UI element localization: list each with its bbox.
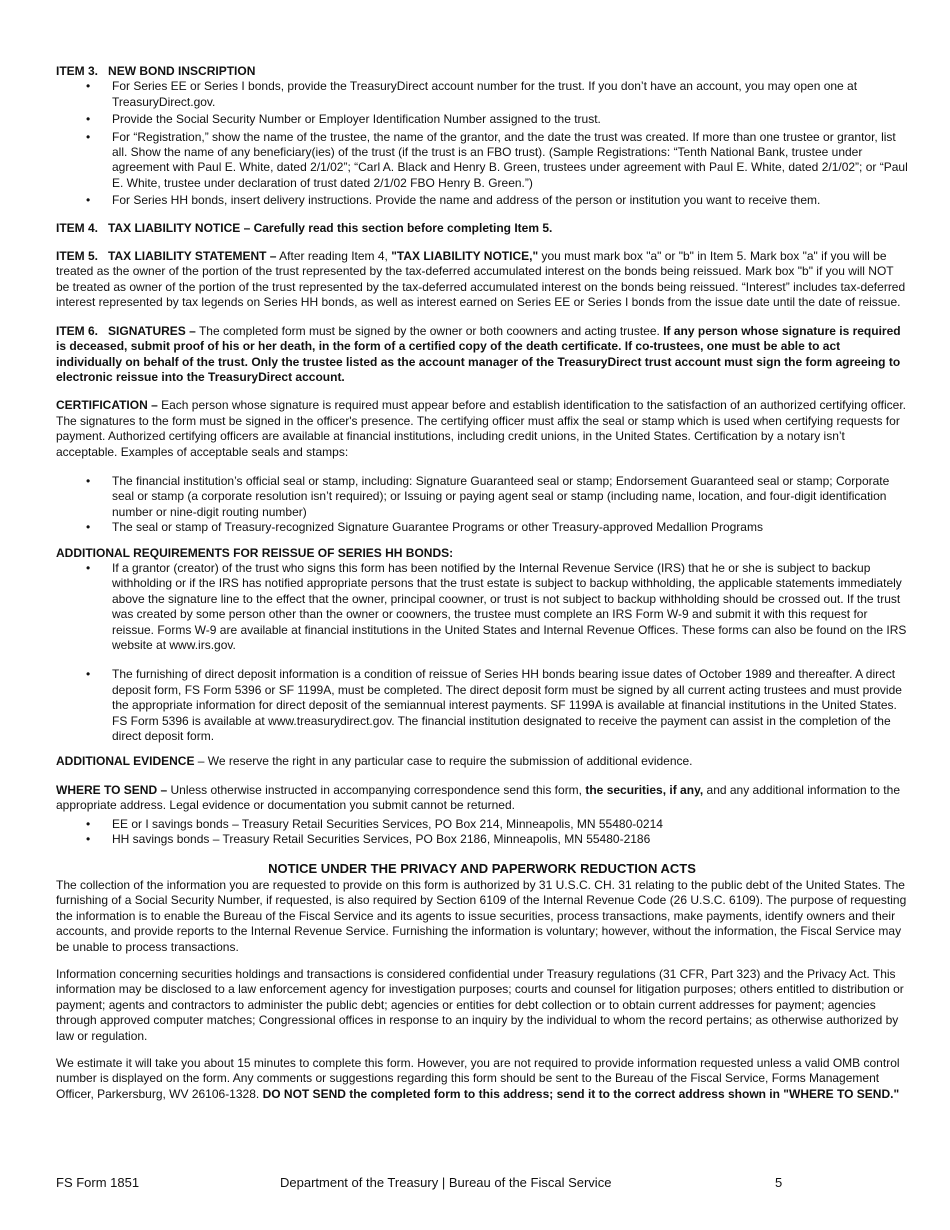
additional-hh-heading: ADDITIONAL REQUIREMENTS FOR REISSUE OF SERIES HH BONDS: xyxy=(56,545,454,560)
item5-title: TAX LIABILITY STATEMENT – xyxy=(108,249,277,264)
privacy-paragraph-2: Information concerning securities holdings and transactions is considered confidential under Treasury regulations (31 CFR, Part 323) and the Privacy Act. This information may be disclosed to a law enforcement agency for investigation purposes; courts and counsel for litigation purposes; others entitled to distribution or payment; agents and contractors to administer the public debt; agencies or entities for debt collection or to obtain current addresses for payment; agencies through approved computer matches; Congressional offices in response to an inquiry by the individual to whom the record pertains; as otherwise authorized by law or regulation. xyxy=(56,966,904,1043)
where-to-send-paragraph xyxy=(56,783,908,814)
list-item: • The seal or stamp of Treasury-recognized Signature Guarantee Programs or other Treasury-approved Medallion Programs xyxy=(56,520,908,535)
page-footer xyxy=(56,1175,908,1191)
item6-title: SIGNATURES – xyxy=(108,323,196,338)
item5-text-b: you must mark box "a" or "b" in Item 5. Mark box "a" if you will be treated as the owner of the portion of the trust represented by the tax-deferred accumulated interest on the bonds being reissued. Mark box "b" if you will NOT be treated as owner of the portion of the trust represented by the tax-deferred accumulated interest on the bonds being reissued. “Interest” includes tax-deferred interest represented by tax legends on Series HH bonds, as well as interest earned on Series EE or Series I bonds from the issue date until the date of reissue. xyxy=(56,249,906,310)
item6-label: ITEM 6. xyxy=(56,323,99,338)
footer-form-name: FS Form 1851 xyxy=(56,1175,140,1190)
certification-list xyxy=(56,474,908,536)
footer-page-number: 5 xyxy=(775,1175,783,1190)
additional-evidence-title: ADDITIONAL EVIDENCE xyxy=(56,754,195,769)
list-item: • The financial institution’s official seal or stamp, including: Signature Guaranteed seal or stamp; Endorsement Guaranteed seal or stamp; Corporate seal or stamp (a corporate resolution isn’t required); or Issuing or paying agent seal or stamp (including name, location, and four-digit identification number or nine-digit routing number) xyxy=(56,474,908,520)
item5-label: ITEM 5. xyxy=(56,249,99,264)
certification-paragraph xyxy=(56,398,908,460)
certification-title: CERTIFICATION – xyxy=(56,398,158,413)
list-item: • Provide the Social Security Number or Employer Identification Number assigned to the trust. xyxy=(56,112,908,127)
item6-paragraph xyxy=(56,324,908,386)
item4-heading xyxy=(56,221,908,236)
item6-text: The completed form must be signed by the owner or both coowners and acting trustee. xyxy=(195,323,664,338)
list-item: • For Series EE or Series I bonds, provide the TreasuryDirect account number for the trust. If you don’t have an account, you may open one at TreasuryDirect.gov. xyxy=(56,79,908,110)
list-item: • For “Registration,” show the name of the trustee, the name of the grantor, and the date the trust was created. If more than one trustee or grantor, list all. Show the name of any beneficiary(ies) of the trust (if the trust is an FBO trust). (Sample Registrations: “Tenth National Bank, trustee under agreement with Paul E. White, dated 2/1/02”; “Carl A. Black and Henry B. Green, trustees under agreement with Paul E. White, dated 2/1/02”; or “Paul E. White, trustee under declaration of trust dated 2/1/02 FBO Henry B. Green.”) xyxy=(56,130,908,192)
list-item: • If a grantor (creator) of the trust who signs this form has been notified by the Internal Revenue Service (IRS) that he or she is subject to backup withholding or if the IRS has notified appropriate persons that the trust estate is subject to backup withholding, the applicable statements immediately above the signature line to the effect that the owner, principal coowner, or trust is not subject to backup withholding should be crossed out. If the trust was created by some person other than the owner or coowners, the trustee must complete an IRS Form W-9 and submit it with this request for reissue. Forms W-9 are available at financial institutions in the United States and Internal Revenue Offices. These forms can also be found on the IRS website at www.irs.gov. xyxy=(56,561,908,653)
item3-title: NEW BOND INSCRIPTION xyxy=(108,64,256,78)
list-item: • The furnishing of direct deposit information is a condition of reissue of Series HH bonds bearing issue dates of October 1989 and thereafter. A direct deposit form, FS Form 5396 or SF 1199A, must be completed. The direct deposit form must be signed by all current acting trustees and must provide the appropriate information for direct deposit of the semiannual interest payments. SF 1199A is available at financial institutions in the United States. FS Form 5396 is available at www.treasurydirect.gov. The financial institution designated to receive the payment can assist in the completion of the direct deposit form. xyxy=(56,667,908,744)
document-page xyxy=(56,64,908,1102)
privacy-paragraph-3 xyxy=(56,1056,908,1102)
privacy-paragraph-1: The collection of the information you are requested to provide on this form is authorized by 31 U.S.C. CH. 31 relating to the public debt of the United States. The furnishing of a Social Security Number, if requested, is also required by Section 6109 of the Internal Revenue Code (26 U.S.C. 6109). The purpose of requesting the information is to enable the Bureau of the Fiscal Service and its agents to issue securities, process transactions, make payments, identify owners and their accounts, and provide reports to the Internal Revenue Service. Furnishing the information is voluntary; however, without the information, the Fiscal Service may be unable to process transactions. xyxy=(56,877,907,954)
list-item: • For Series HH bonds, insert delivery instructions. Provide the name and address of the person or institution you want to receive them. xyxy=(56,193,908,208)
item5-text-a: After reading Item 4, xyxy=(276,249,392,264)
footer-department: Department of the Treasury | Bureau of the Fiscal Service xyxy=(280,1175,612,1190)
where-to-send-text-a: Unless otherwise instructed in accompanying correspondence send this form, xyxy=(167,782,586,797)
item3-label: ITEM 3. xyxy=(56,64,99,78)
item4-label: ITEM 4. xyxy=(56,220,99,235)
additional-evidence-paragraph xyxy=(56,754,908,769)
privacy-paragraph-3-text: We estimate it will take you about 15 minutes to complete this form. However, you are not required to provide information requested unless a valid OMB control number is displayed on the form. Any comments or suggestions regarding this form should be sent to the Bureau of the Fiscal Service, Forms Management Officer, Parkersburg, WV 26106-1328. xyxy=(56,1055,900,1101)
where-to-send-text-b: and any additional information to the appropriate address. Legal evidence or documentation you submit cannot be returned. xyxy=(56,782,900,813)
item3-heading xyxy=(56,64,908,79)
privacy-title: NOTICE UNDER THE PRIVACY AND PAPERWORK REDUCTION ACTS xyxy=(268,861,696,877)
item3-list xyxy=(56,79,908,208)
where-to-send-title: WHERE TO SEND – xyxy=(56,782,168,797)
certification-text: Each person whose signature is required must appear before and establish identification to the satisfaction of an authorized certifying officer. The signatures to the form must be signed in the officer's presence. The certifying officer must affix the seal or stamp which is used when certifying requests for payment. Authorized certifying officers are available at financial institutions, including credit unions, in the United States. Certification by a notary isn’t acceptable. Examples of acceptable seals and stamps: xyxy=(56,398,906,459)
where-to-send-list xyxy=(56,817,908,848)
where-to-send-bold: the securities, if any, xyxy=(585,782,704,797)
item3-section xyxy=(56,64,908,209)
privacy-paragraph-3-bold: DO NOT SEND the completed form to this address; send it to the correct address shown in "WHERE TO SEND." xyxy=(262,1086,900,1101)
list-item: • HH savings bonds – Treasury Retail Securities Services, PO Box 2186, Minneapolis, MN 55480-2186 xyxy=(56,832,908,847)
additional-hh-list xyxy=(56,561,908,744)
item5-notice-ref: "TAX LIABILITY NOTICE," xyxy=(391,249,539,264)
list-item: • EE or I savings bonds – Treasury Retail Securities Services, PO Box 214, Minneapolis, MN 55480-0214 xyxy=(56,817,908,832)
additional-evidence-text: – We reserve the right in any particular case to require the submission of additional evidence. xyxy=(194,754,693,769)
item5-paragraph xyxy=(56,249,908,311)
item6-bold-text: If any person whose signature is required is deceased, submit proof of his or her death, in the form of a certified copy of the death certificate. If co-trustees, one must be able to act individually on behalf of the trust. Only the trustee listed as the account manager of the TreasuryDirect trust account must sign the form agreeing to electronic reissue into the TreasuryDirect account. xyxy=(56,323,901,384)
item4-title: TAX LIABILITY NOTICE – Carefully read this section before completing Item 5. xyxy=(108,220,553,235)
